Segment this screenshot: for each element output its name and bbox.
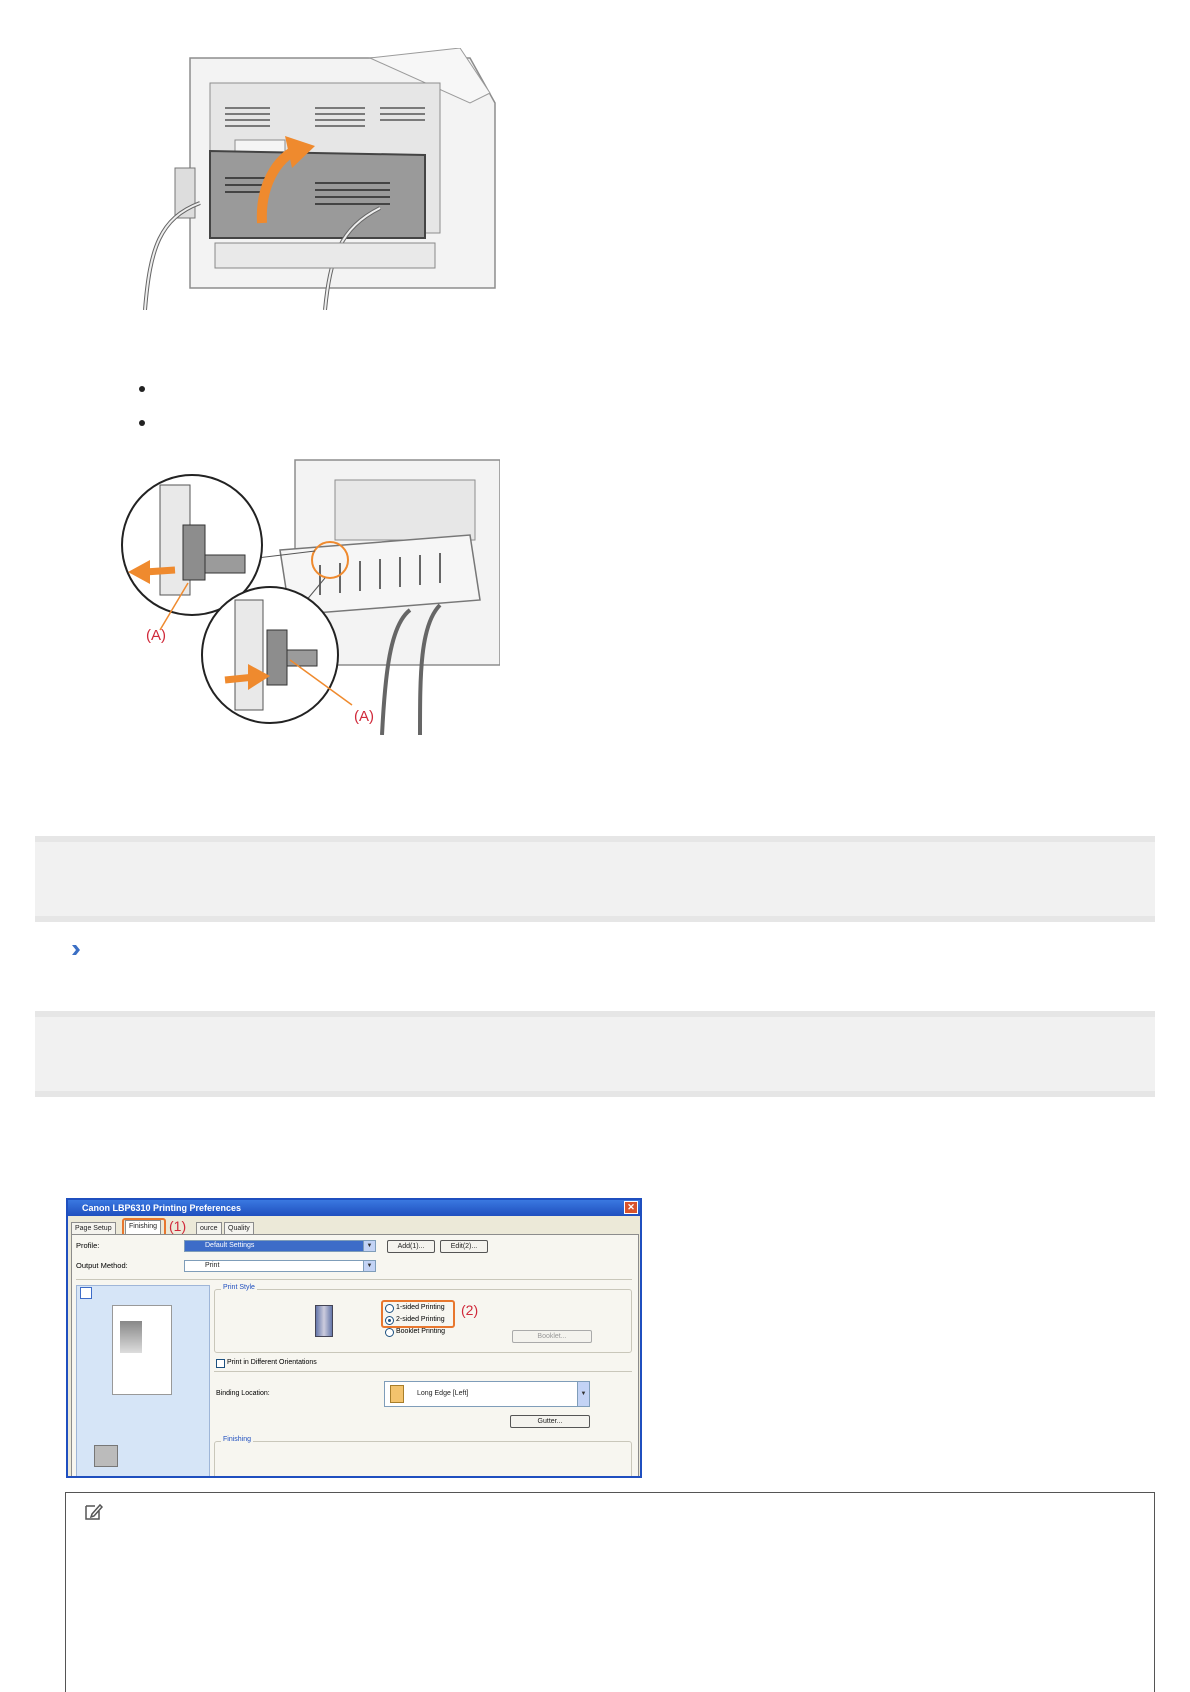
tab-paper-source[interactable]: ource <box>196 1222 222 1235</box>
binding-location-label: Binding Location: <box>216 1390 270 1397</box>
printer-rear-cover-illustration <box>140 48 500 310</box>
binding-location-value: Long Edge [Left] <box>417 1390 469 1397</box>
preview-toggle-icon[interactable] <box>80 1287 92 1299</box>
binding-page-icon <box>390 1385 404 1403</box>
list-bullet <box>139 386 145 392</box>
section-heading-band <box>35 836 1155 922</box>
finishing-group <box>214 1436 632 1478</box>
print-style-illustration <box>315 1305 333 1337</box>
gutter-button[interactable]: Gutter... <box>510 1415 590 1428</box>
option-2sided-label: 2-sided Printing <box>396 1316 445 1323</box>
booklet-button[interactable]: Booklet... <box>512 1330 592 1343</box>
output-method-label: Output Method: <box>76 1261 128 1270</box>
tab-finishing[interactable]: Finishing <box>125 1220 161 1235</box>
print-diff-orient-label: Print in Different Orientations <box>227 1359 317 1366</box>
option-booklet-label: Booklet Printing <box>396 1328 446 1335</box>
close-icon[interactable]: ✕ <box>624 1201 638 1214</box>
radio-booklet[interactable] <box>385 1328 394 1337</box>
option-1sided-label: 1-sided Printing <box>396 1304 445 1311</box>
printing-preferences-dialog <box>66 1198 642 1478</box>
chevron-down-icon: ▼ <box>577 1382 589 1406</box>
output-method-value: Print <box>205 1262 220 1269</box>
tab-quality[interactable]: Quality <box>224 1222 254 1235</box>
preview-page-shading <box>120 1321 142 1353</box>
link-arrow-icon <box>71 944 81 956</box>
callout-a-left: (A) <box>146 627 166 644</box>
paper-guide-adjustment-illustration <box>120 455 500 735</box>
chevron-down-icon: ▼ <box>363 1241 375 1251</box>
profile-select[interactable] <box>184 1240 376 1252</box>
profile-value: Default Settings <box>205 1242 255 1249</box>
profile-label: Profile: <box>76 1241 100 1250</box>
note-box <box>65 1492 1155 1692</box>
add-profile-button[interactable]: Add(1)... <box>387 1240 435 1253</box>
divider <box>214 1371 632 1372</box>
callout-1: (1) <box>169 1218 187 1234</box>
list-bullet <box>139 420 145 426</box>
preview-paper-stack-icon <box>94 1445 118 1467</box>
tab-page-setup[interactable]: Page Setup <box>71 1222 116 1235</box>
print-diff-orient-checkbox[interactable] <box>216 1359 225 1368</box>
binding-location-select[interactable] <box>384 1381 590 1407</box>
callout-a-right: (A) <box>354 708 374 725</box>
divider <box>76 1279 632 1280</box>
print-style-highlight <box>381 1300 455 1328</box>
print-style-group-title: Print Style <box>223 1284 255 1291</box>
callout-2: (2) <box>461 1302 479 1318</box>
note-pencil-icon <box>83 1502 103 1522</box>
dialog-title: Canon LBP6310 Printing Preferences <box>82 1203 242 1213</box>
finishing-tab-panel <box>71 1234 639 1478</box>
output-method-select[interactable] <box>184 1260 376 1272</box>
chevron-down-icon: ▼ <box>363 1261 375 1271</box>
edit-profile-button[interactable]: Edit(2)... <box>440 1240 488 1253</box>
finishing-group-title: Finishing <box>223 1436 252 1443</box>
section-heading-band <box>35 1011 1155 1097</box>
